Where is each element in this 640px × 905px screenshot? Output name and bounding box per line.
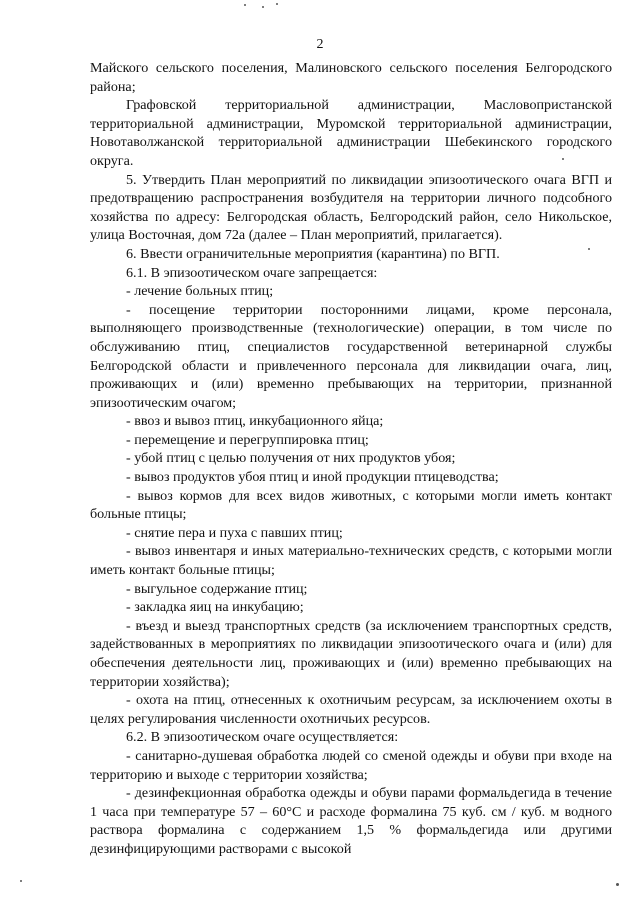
- scan-speck: [588, 248, 590, 250]
- paragraph: - вывоз кормов для всех видов животных, с которыми могли иметь контакт больные птицы;: [90, 487, 612, 523]
- paragraph: - выгульное содержание птиц;: [126, 580, 308, 597]
- paragraph: - санитарно-душевая обработка людей со сменой одежды и обуви при входе на территорию и выходе с территории хозяйства;: [90, 747, 612, 783]
- paragraph: - ввоз и вывоз птиц, инкубационного яйца;: [126, 413, 384, 430]
- document-body: [90, 59, 612, 859]
- scan-speck: [562, 158, 564, 160]
- paragraph: - вывоз инвентаря и иных материально-технических средств, с которыми могли иметь контакт больные птицы;: [90, 543, 612, 579]
- paragraph: - лечение больных птиц;: [126, 283, 274, 300]
- scan-speck: [276, 3, 278, 5]
- paragraph: 6.1. В эпизоотическом очаге запрещается:: [126, 264, 378, 281]
- scan-speck: [262, 6, 264, 8]
- paragraph: 5. Утвердить План мероприятий по ликвидации эпизоотического очага ВГП и предотвращению распространения возбудителя на территории личного подсобного хозяйства по адресу: Белгородская область, Белгородский район, село Никольское, улица Восточная, дом 72а (далее – План мероприятий, прилагается).: [90, 171, 612, 244]
- paragraph: - закладка яиц на инкубацию;: [126, 599, 304, 616]
- paragraph: - въезд и выезд транспортных средств (за исключением транспортных средств, задействованных в мероприятиях по ликвидации эпизоотического очага и (или) для обеспечения деятельности лиц, проживающих и (или) временно пребывающих на территории хозяйства);: [90, 617, 612, 690]
- paragraph: Графовской территориальной администрации, Масловопристанской территориальной администрации, Муромской территориальной администрации, Новотаволжанской территориальной администрации Шебекинского городского округа.: [90, 97, 612, 169]
- paragraph: - посещение территории посторонними лицами, кроме персонала, выполняющего производственные (технологические) операции, в том числе по обслуживанию птиц, специалистов государственной ветеринарной службы Белгородской области и привлеченного персонала для ликвидации очага, лиц, проживающих и (или) временно пребывающих на территории, признанной эпизоотическим очагом;: [90, 301, 612, 411]
- paragraph: - перемещение и перегруппировка птиц;: [126, 431, 369, 448]
- paragraph: - убой птиц с целью получения от них продуктов убоя;: [126, 450, 456, 467]
- scan-speck: [616, 883, 619, 886]
- paragraph: - охота на птиц, отнесенных к охотничьим ресурсам, за исключением охоты в целях регулирования численности охотничьих ресурсов.: [90, 692, 612, 727]
- paragraph: Майского сельского поселения, Малиновского сельского поселения Белгородского района;: [90, 60, 612, 95]
- paragraph: - дезинфекционная обработка одежды и обуви парами формальдегида в течение 1 часа при температуре 57 – 60°С и расходе формалина 75 куб. см / куб. м водного раствора формалина с содержанием 1,5 % формальдегида или другими дезинфицирующими растворами с высокой: [90, 785, 612, 857]
- page-number: 2: [316, 37, 324, 52]
- paragraph: - вывоз продуктов убоя птиц и иной продукции птицеводства;: [126, 469, 499, 486]
- paragraph: - снятие пера и пуха с павших птиц;: [126, 524, 343, 541]
- paragraph: 6.2. В эпизоотическом очаге осуществляется:: [126, 729, 399, 746]
- paragraph: 6. Ввести ограничительные мероприятия (карантина) по ВГП.: [126, 245, 500, 262]
- scan-speck: [244, 4, 246, 6]
- scan-speck: [20, 880, 22, 882]
